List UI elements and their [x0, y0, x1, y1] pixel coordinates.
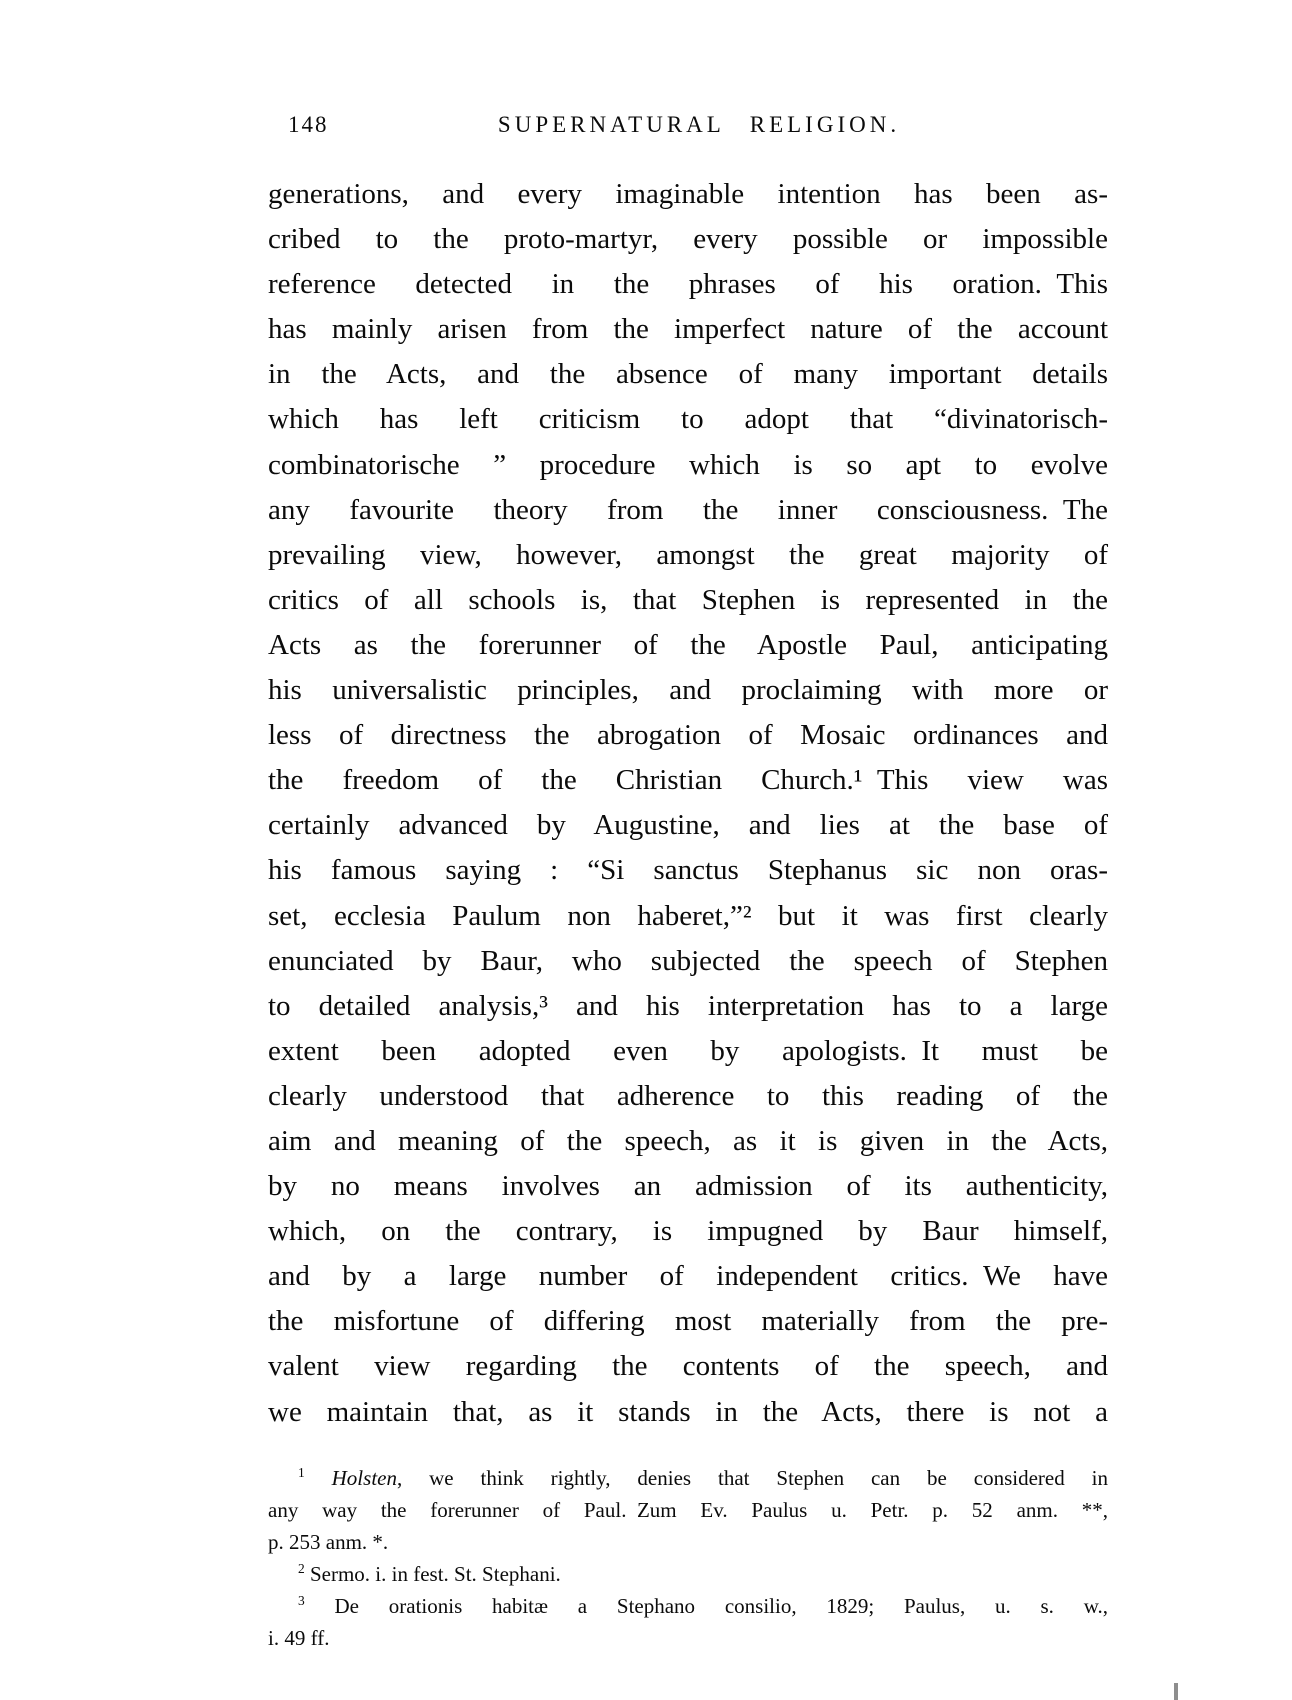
body-line: clearly understood that adherence to this reading of the	[268, 1079, 1108, 1112]
body-line: by no means involves an admission of its authenticity,	[268, 1170, 1108, 1203]
scan-artifact-tick	[1174, 1683, 1178, 1700]
body-line: prevailing view, however, amongst the great majority of	[268, 538, 1108, 571]
running-header-title: SUPERNATURAL RELIGION.	[497, 112, 901, 137]
body-line: combinatorische ” procedure which is so apt to evolve	[268, 448, 1108, 481]
body-line: which has left criticism to adopt that “divinatorisch-	[268, 403, 1108, 436]
body-line: which, on the contrary, is impugned by Baur himself,	[268, 1215, 1108, 1248]
body-line: generations, and every imaginable intention has been as-	[268, 178, 1108, 210]
body-line: his universalistic principles, and proclaiming with more or	[268, 674, 1108, 707]
footnote-2-line-1	[268, 1558, 1108, 1590]
footnote-3-line-2: i. 49 ff.	[268, 1626, 330, 1650]
body-line: certainly advanced by Augustine, and lies at the base of	[268, 809, 1108, 842]
footnote-1-line-2: any way the forerunner of Paul. Zum Ev. Paulus u. Petr. p. 52 anm. **,	[268, 1498, 1108, 1522]
body-line: extent been adopted even by apologists. It must be	[268, 1034, 1108, 1067]
body-line: in the Acts, and the absence of many important details	[268, 358, 1108, 391]
footnote-1-line-3: p. 253 anm. *.	[268, 1530, 389, 1554]
body-line: less of directness the abrogation of Mosaic ordinances and	[268, 719, 1108, 752]
body-text	[268, 172, 1108, 1435]
footnote-1-line-1	[268, 1462, 1108, 1494]
body-line: and by a large number of independent critics. We have	[268, 1260, 1108, 1293]
body-line: his famous saying : “Si sanctus Stephanus sic non oras-	[268, 854, 1108, 887]
footnote-2-text: Sermo. i. in fest. St. Stephani.	[309, 1562, 561, 1586]
body-line: valent view regarding the contents of the speech, and	[268, 1350, 1108, 1383]
body-line: the freedom of the Christian Church.¹ This view was	[268, 764, 1108, 797]
body-line: any favourite theory from the inner consciousness. The	[268, 493, 1108, 526]
body-line: reference detected in the phrases of his oration. This	[268, 268, 1108, 301]
footnotes-block	[268, 1462, 1108, 1654]
body-line: to detailed analysis,³ and his interpretation has to a large	[268, 989, 1108, 1022]
body-line: set, ecclesia Paulum non haberet,”² but it was first clearly	[268, 899, 1108, 932]
body-line: critics of all schools is, that Stephen is represented in the	[268, 583, 1108, 616]
footnote-2-marker: 2	[298, 1561, 305, 1576]
body-line: cribed to the proto-martyr, every possible or impossible	[268, 223, 1108, 256]
page-number: 148	[288, 112, 329, 137]
footnote-3-line-1	[268, 1590, 1108, 1622]
body-line: the misfortune of differing most materially from the pre-	[268, 1305, 1108, 1338]
footnote-3-marker: 3	[298, 1593, 305, 1608]
body-line: aim and meaning of the speech, as it is given in the Acts,	[268, 1124, 1108, 1157]
body-line: Acts as the forerunner of the Apostle Paul, anticipating	[268, 628, 1108, 661]
footnote-3-text: De orationis habitæ a Stephano consilio, 1829; Paulus, u. s. w.,	[334, 1594, 1109, 1618]
body-line: we maintain that, as it stands in the Acts, there is not a	[268, 1395, 1108, 1428]
body-line: has mainly arisen from the imperfect nature of the account	[268, 313, 1108, 346]
footnote-1-author: Holsten	[331, 1466, 397, 1490]
footnote-1-marker: 1	[298, 1465, 305, 1480]
footnote-1-text: , we think rightly, denies that Stephen can be considered in	[396, 1466, 1108, 1490]
body-line: enunciated by Baur, who subjected the speech of Stephen	[268, 944, 1108, 977]
